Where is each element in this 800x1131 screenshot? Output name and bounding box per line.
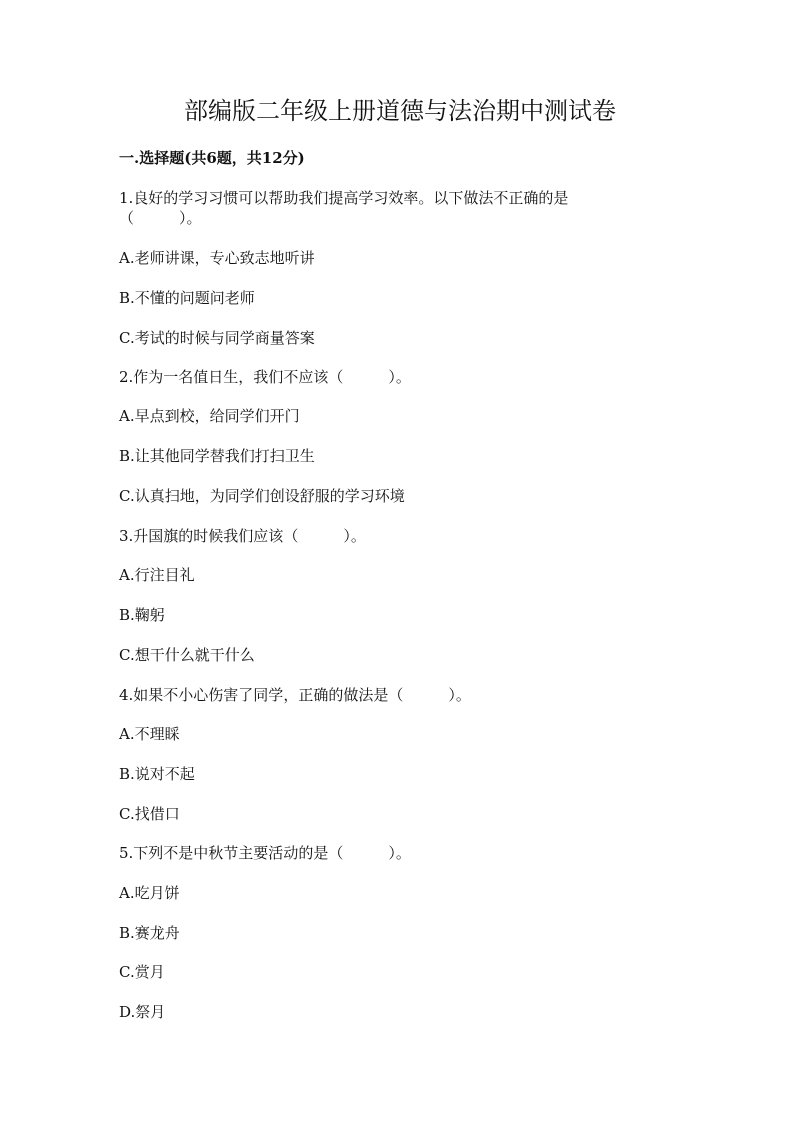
question-3-option-c: C.想干什么就干什么 [119,646,255,664]
question-5-option-c: C.赏月 [119,963,165,981]
question-2-stem: 2.作为一名值日生，我们不应该（ ）。 [119,368,411,386]
question-4-option-a: A.不理睬 [119,725,180,743]
question-4-option-c: C.找借口 [119,805,180,823]
page-title: 部编版二年级上册道德与法治期中测试卷 [184,97,616,125]
question-5-stem: 5.下列不是中秋节主要活动的是（ ）。 [119,844,411,862]
section-heading: 一.选择题(共6题，共12分) [119,149,305,167]
question-1-option-b: B.不懂的问题问老师 [119,289,255,307]
question-1-stem: 1.良好的学习习惯可以帮助我们提高学习效率。以下做法不正确的是 [119,189,569,207]
question-3-option-b: B.鞠躬 [119,606,165,624]
question-5-option-a: A.吃月饼 [119,884,180,902]
question-3-stem: 3.升国旗的时候我们应该（ ）。 [119,527,366,545]
question-4-option-b: B.说对不起 [119,765,195,783]
question-5-option-d: D.祭月 [119,1003,166,1021]
question-4-stem: 4.如果不小心伤害了同学，正确的做法是（ ）。 [119,686,471,704]
question-1-stem-continued: （ ）。 [119,209,202,227]
question-1-option-c: C.考试的时候与同学商量答案 [119,329,315,347]
question-2-option-a: A.早点到校，给同学们开门 [119,407,300,425]
question-5-option-b: B.赛龙舟 [119,924,180,942]
question-3-option-a: A.行注目礼 [119,566,195,584]
question-2-option-c: C.认真扫地，为同学们创设舒服的学习环境 [119,487,405,505]
question-2-option-b: B.让其他同学替我们打扫卫生 [119,447,315,465]
question-1-option-a: A.老师讲课，专心致志地听讲 [119,249,315,267]
